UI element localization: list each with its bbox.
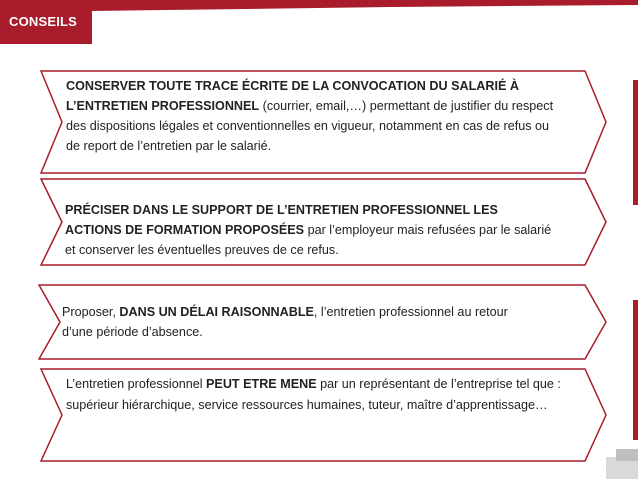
right-accent-bar [633,80,638,205]
advice-text-1-bold: CONSERVER TOUTE TRACE ÉCRITE DE LA CONVOCATION DU SALARIÉ À L’ENTRETIEN PROFESSIONNEL [66,79,519,113]
advice-card-4 [40,368,608,462]
advice-text-2-bold: PRÉCISER DANS LE SUPPORT DE L’ENTRETIEN PROFESSIONNEL LES ACTIONS DE FORMATION PROPOSÉES [65,203,498,237]
header-accent-bar [92,0,638,11]
advice-text-4-bold: PEUT ETRE MENE [206,377,317,391]
advice-text-3-bold: DANS UN DÉLAI RAISONNABLE [119,305,314,319]
advice-text-4 [66,374,562,416]
advice-text-1 [66,76,562,156]
advice-text-2-normal: par l’employeur mais refusées par le salarié et conserver les éventuelles preuves de ce refus. [65,223,552,257]
advice-text-2 [65,200,555,260]
right-accent-bar-lower [633,300,638,440]
advice-text-4-normal-a: L’entretien professionnel [66,377,207,391]
advice-text-3 [62,302,532,342]
advice-text-4-normal-b: par un représentant de l’entreprise tel que : supérieur hiérarchique, service ressources humaines, tuteur, maître d’apprentissage… [66,377,561,412]
advice-text-3-normal-a: Proposer, [62,305,120,319]
advice-card-3 [38,284,608,360]
corner-decoration [606,449,638,479]
advice-card-2 [40,178,608,266]
advice-card-1 [40,70,608,174]
advice-text-3-normal-b: , l’entretien professionnel au retour d’une période d’absence. [62,305,508,339]
section-title: CONSEILS [9,14,78,29]
advice-text-1-normal: (courrier, email,…) permettant de justifier du respect des dispositions légales et conventionnelles en vigueur, notamment en cas de refus ou de report de l’entretien par le salarié. [66,99,554,153]
